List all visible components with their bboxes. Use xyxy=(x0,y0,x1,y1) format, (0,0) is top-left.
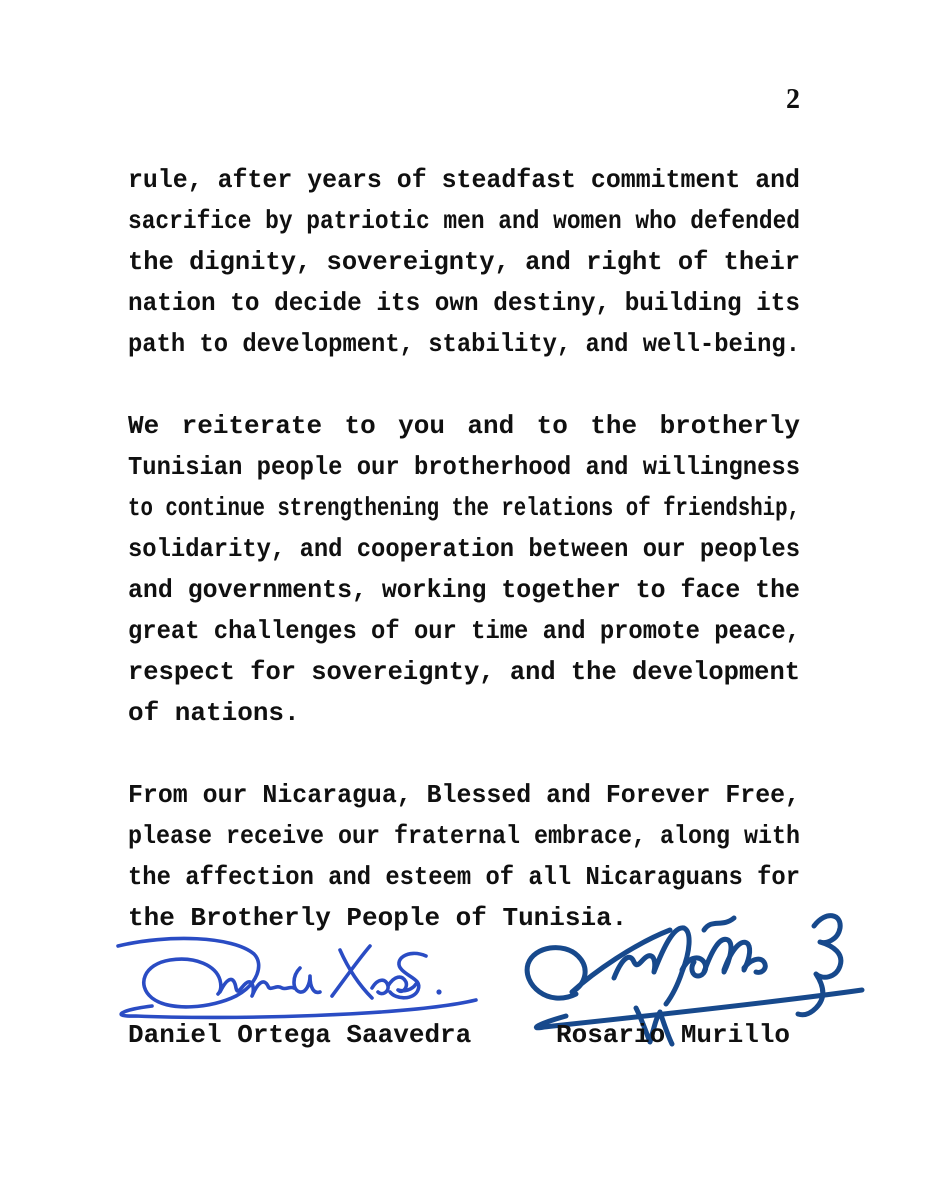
body-line: sacrifice by patriotic men and women who defended xyxy=(128,206,800,236)
body-line: to continue strengthening the relations of friendship, xyxy=(128,493,800,523)
body-line: Tunisian people our brotherhood and willingness xyxy=(128,452,800,482)
body-line: and governments, working together to face the xyxy=(128,575,800,605)
daniel-ortega-signature-ink xyxy=(108,932,480,1022)
body-line: the dignity, sovereignty, and right of their xyxy=(128,247,800,277)
body-line: respect for sovereignty, and the development xyxy=(128,657,800,687)
body-line: the affection and esteem of all Nicaraguans for xyxy=(128,862,800,892)
body-line: the Brotherly People of Tunisia. xyxy=(128,903,628,933)
body-line: solidarity, and cooperation between our peoples xyxy=(128,534,800,564)
signer-name-rosario-murillo: Rosario Murillo xyxy=(556,1020,791,1050)
signer-name-daniel-ortega: Daniel Ortega Saavedra xyxy=(128,1020,472,1050)
paragraph-1 xyxy=(128,160,800,365)
body-line: From our Nicaragua, Blessed and Forever Free, xyxy=(128,780,800,810)
body-line: great challenges of our time and promote peace, xyxy=(128,616,800,646)
letter-body xyxy=(128,160,800,939)
body-line: nation to decide its own destiny, building its xyxy=(128,288,800,318)
body-line: We reiterate to you and to the brotherly xyxy=(128,411,800,441)
body-line: please receive our fraternal embrace, along with xyxy=(128,821,800,851)
body-line: path to development, stability, and well-being. xyxy=(128,329,800,359)
body-line: rule, after years of steadfast commitment and xyxy=(128,165,800,195)
paragraph-2 xyxy=(128,406,800,734)
body-line: of nations. xyxy=(128,698,300,728)
page-number: 2 xyxy=(786,84,800,115)
